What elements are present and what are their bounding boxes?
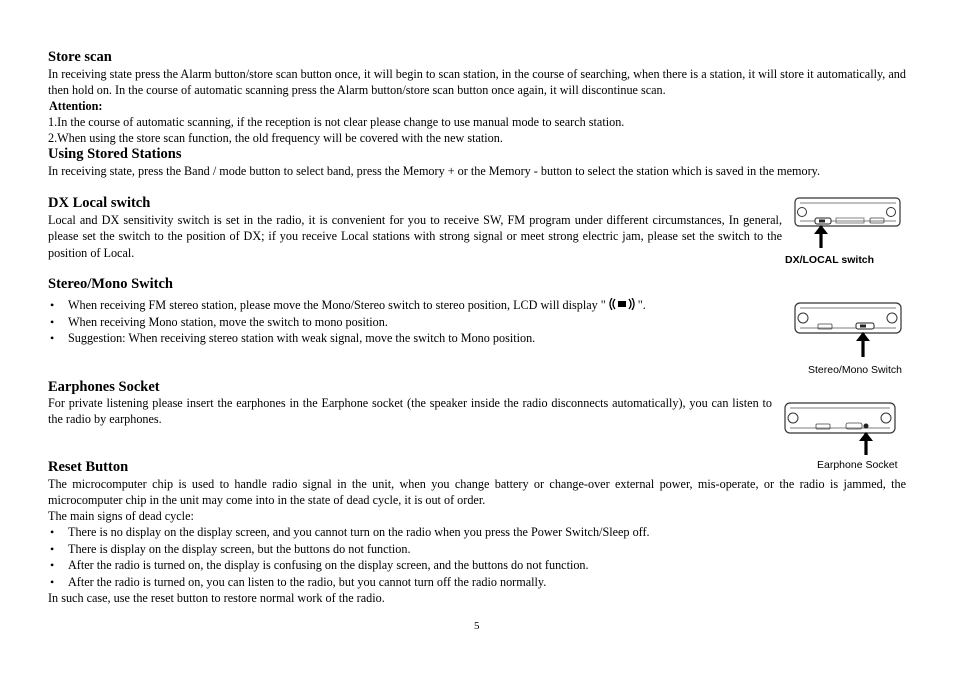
store-scan-paragraph: In receiving state press the Alarm button/store scan button once, it will begin to scan station, in the course of searching, when there is a station, it will store it automatically, and then hold on. In the course of automatic scanning press the Alarm button/store scan button once again, it will discontinue scan. bbox=[48, 67, 906, 98]
store-scan-note-1: 1.In the course of automatic scanning, if the reception is not clear please change to use manual mode to search station. bbox=[48, 115, 625, 129]
dead-cycle-bullet-2 bbox=[50, 541, 411, 557]
attention-label: Attention: bbox=[49, 99, 103, 113]
reset-heading: Reset Button bbox=[48, 459, 129, 475]
stereo-bullet-1 bbox=[50, 297, 646, 314]
reset-paragraph: The microcomputer chip is used to handle radio signal in the unit, when you change battery or change-over external power, mis-operate, or the radio is jammed, the microcomputer chip in the unit may come into in the state of dead cycle, it is out of order. bbox=[48, 477, 906, 508]
earphones-paragraph: For private listening please insert the earphones in the Earphone socket (the speaker inside the radio disconnects automatically), you can listen to the radio by earphones. bbox=[48, 396, 772, 427]
stereo-bullet-1-tail: ". bbox=[637, 298, 646, 312]
bullet-dot: • bbox=[50, 558, 55, 572]
bullet-dot: • bbox=[50, 542, 55, 556]
stereo-bullet-1-text: When receiving FM stereo station, please move the Mono/Stereo switch to stereo position, LCD will display " bbox=[68, 298, 606, 312]
dx-local-paragraph: Local and DX sensitivity switch is set in the radio, it is convenient for you to receive SW, FM program under different circumstances, In general, please set the switch to the position of DX; if you receive Local stations with strong signal or meet strong electric jam, please set the switch to the position of Local. bbox=[48, 213, 782, 260]
stored-stations-paragraph: In receiving state, press the Band / mode button to select band, press the Memory + or the Memory - button to select the station which is saved in the memory. bbox=[48, 164, 821, 178]
stereo-bullet-3-text: Suggestion: When receiving stereo station with weak signal, move the switch to Mono position. bbox=[68, 331, 536, 345]
stored-stations-heading: Using Stored Stations bbox=[48, 146, 182, 162]
dx-local-caption: DX/LOCAL switch bbox=[785, 254, 875, 266]
dead-cycle-bullet-3-text: After the radio is turned on, the display is confusing on the display screen, and the buttons do not function. bbox=[68, 558, 589, 572]
dx-local-switch-illustration bbox=[792, 193, 904, 251]
earphone-socket-illustration bbox=[782, 395, 904, 457]
stereo-bullet-2 bbox=[50, 314, 388, 330]
dead-cycle-bullet-4-text: After the radio is turned on, you can listen to the radio, but you cannot turn off the radio normally. bbox=[68, 575, 547, 589]
bullet-dot: • bbox=[50, 315, 55, 329]
store-scan-note-2: 2.When using the store scan function, the old frequency will be covered with the new station. bbox=[48, 131, 503, 145]
dead-cycle-bullet-2-text: There is display on the display screen, but the buttons do not function. bbox=[68, 542, 411, 556]
store-scan-heading: Store scan bbox=[48, 49, 112, 65]
stereo-mono-switch-illustration bbox=[792, 297, 907, 361]
bullet-dot: • bbox=[50, 331, 55, 345]
dead-cycle-bullet-3 bbox=[50, 557, 589, 573]
earphone-socket-caption: Earphone Socket bbox=[817, 459, 898, 471]
stereo-indicator-icon bbox=[609, 298, 635, 314]
reset-closing: In such case, use the reset button to restore normal work of the radio. bbox=[48, 591, 385, 605]
stereo-bullet-3 bbox=[50, 330, 536, 346]
stereo-mono-heading: Stereo/Mono Switch bbox=[48, 276, 173, 292]
bullet-dot: • bbox=[50, 298, 55, 312]
stereo-bullet-2-text: When receiving Mono station, move the switch to mono position. bbox=[68, 315, 388, 329]
dead-cycle-bullet-4 bbox=[50, 574, 547, 590]
dx-local-heading: DX Local switch bbox=[48, 195, 151, 211]
bullet-dot: • bbox=[50, 575, 55, 589]
dead-cycle-bullet-1 bbox=[50, 524, 650, 540]
dead-cycle-bullet-1-text: There is no display on the display screen, and you cannot turn on the radio when you press the Power Switch/Sleep off. bbox=[68, 525, 650, 539]
stereo-mono-caption: Stereo/Mono Switch bbox=[808, 364, 902, 376]
page-number: 5 bbox=[474, 620, 480, 632]
bullet-dot: • bbox=[50, 525, 55, 539]
dead-cycle-intro: The main signs of dead cycle: bbox=[48, 509, 194, 523]
earphones-heading: Earphones Socket bbox=[48, 379, 160, 395]
